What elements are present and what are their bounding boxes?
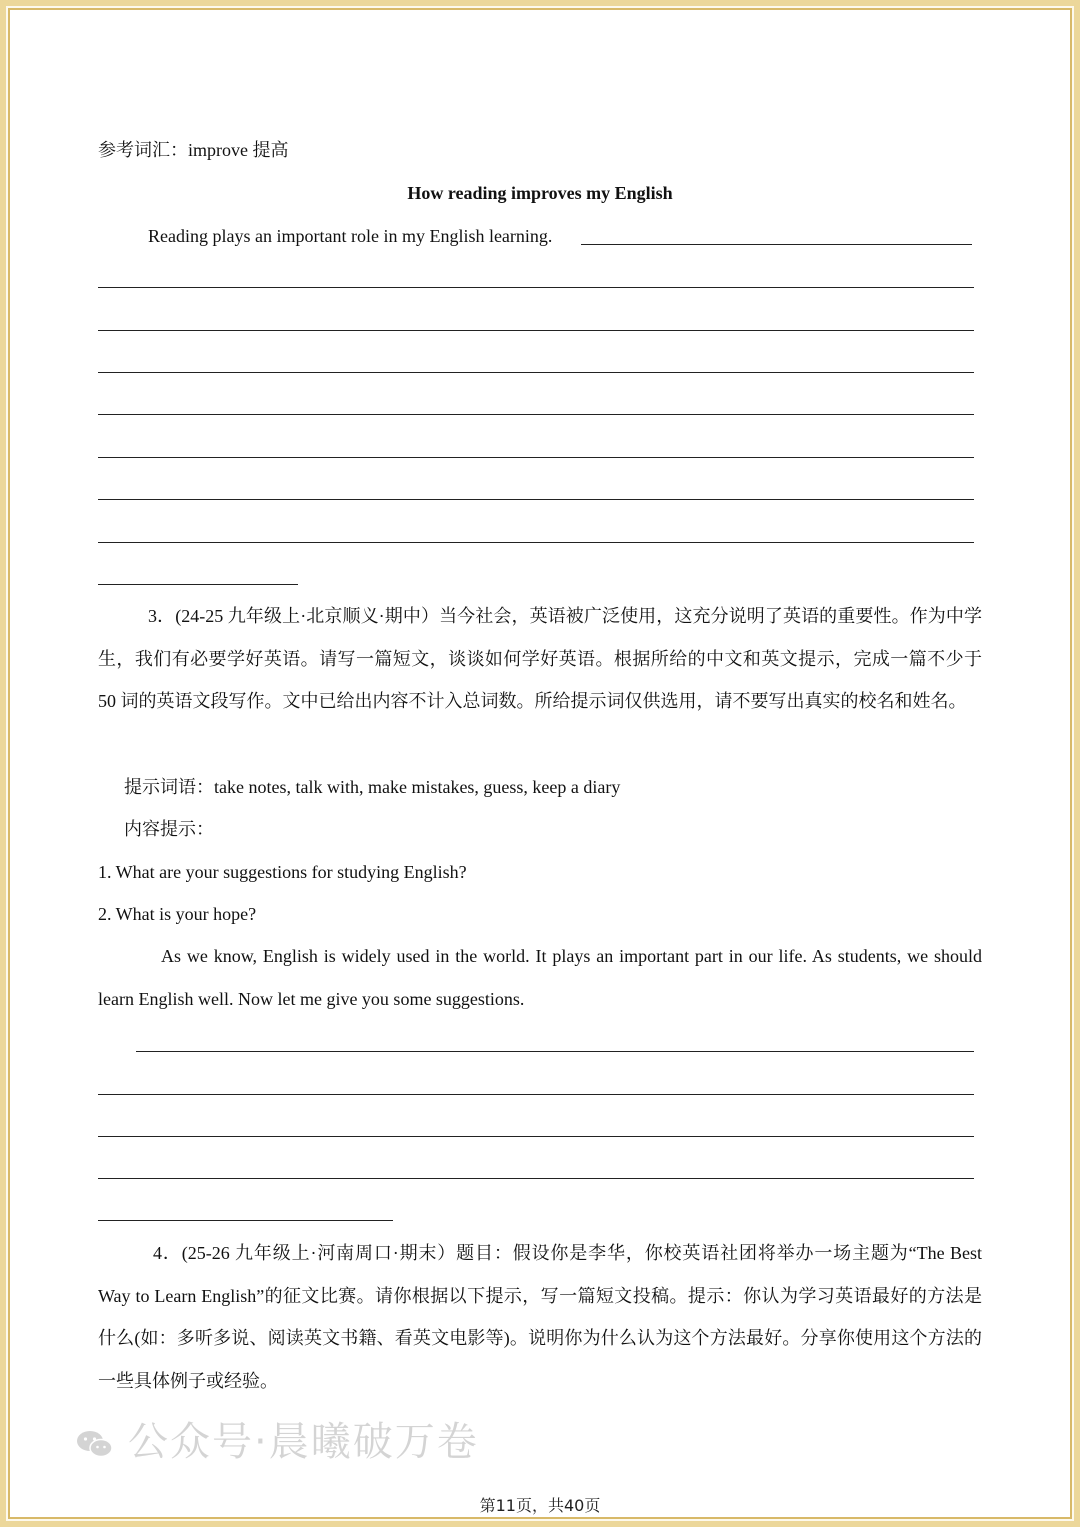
answer-line-short — [98, 1220, 393, 1221]
answer-line — [98, 1136, 974, 1137]
question3-passage: As we know, English is widely used in the world. It plays an important part in our life. As students, we should learn English well. Now let me give you some suggestions. — [98, 946, 982, 1009]
hint-item-2: 2. What is your hope? — [98, 904, 257, 924]
answer-line — [98, 499, 974, 500]
question3-prompt: 3．(24-25 九年级上·北京顺义·期中）当今社会，英语被广泛使用，这充分说明了英语的重要性。作为中学生，我们有必要学好英语。请写一篇短文，谈谈如何学好英语。根据所给的中文和英文提示，完成一篇不少于 50 词的英语文段写作。文中已给出内容不计入总词数。所给提示词仅供选用，请不要写出真实的校名和姓名。 — [98, 606, 982, 711]
content-hint-label: 内容提示： — [124, 819, 214, 839]
watermark — [76, 1410, 479, 1467]
watermark-text: 公众号·晨曦破万卷 — [128, 1419, 479, 1465]
hint-item-1: 1. What are your suggestions for studying English? — [98, 862, 467, 882]
answer-line — [98, 372, 974, 373]
essay-title: How reading improves my English — [407, 183, 673, 203]
answer-line-short — [98, 584, 298, 585]
answer-line — [98, 414, 974, 415]
answer-line — [98, 330, 974, 331]
vocab-hint: 参考词汇：improve 提高 — [98, 140, 289, 160]
answer-line — [98, 1094, 974, 1095]
question3-keywords: 提示词语：take notes, talk with, make mistakes, guess, keep a diary — [124, 777, 621, 797]
answer-line — [98, 542, 974, 543]
answer-line — [98, 1178, 974, 1179]
answer-line — [136, 1051, 974, 1052]
answer-line — [581, 244, 972, 245]
wechat-icon — [76, 1429, 114, 1459]
question4-prompt: 4．(25-26 九年级上·河南周口·期末）题目：假设你是李华，你校英语社团将举办一场主题为“The Best Way to Learn English”的征文比赛。请你根据以下提示，写一篇短文投稿。提示：你认为学习英语最好的方法是什么(如：多听多说、阅读英文书籍、看英文电影等)。说明你为什么认为这个方法最好。分享你使用这个方法的一些具体例子或经验。 — [98, 1243, 982, 1391]
essay-opening: Reading plays an important role in my English learning. — [148, 226, 553, 246]
page-number: 第11页，共40页 — [479, 1496, 601, 1515]
answer-line — [98, 287, 974, 288]
answer-line — [98, 457, 974, 458]
